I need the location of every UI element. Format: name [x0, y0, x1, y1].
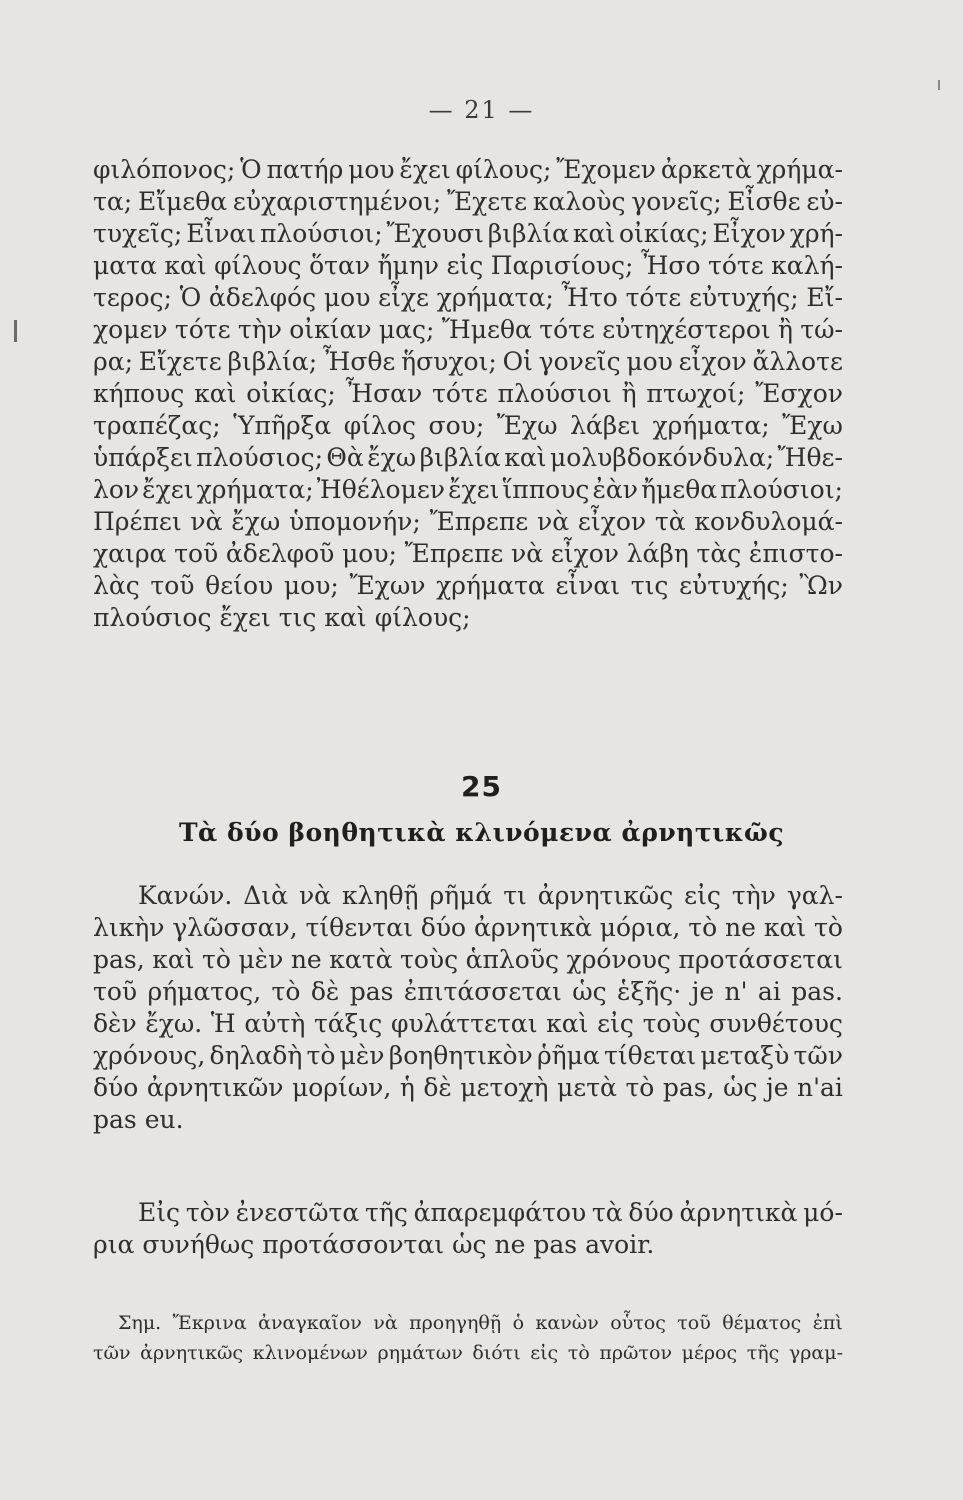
word: τῶν	[93, 1342, 131, 1364]
word: ἔχω.	[145, 1009, 203, 1038]
word: Ἔπρεπε	[404, 539, 504, 568]
word: εἰς	[597, 1009, 634, 1038]
word: Κανών.	[138, 881, 233, 910]
word: μολυβδοκόνδυλα;	[549, 443, 775, 472]
word: εἶχε	[378, 283, 429, 312]
word: τὸ	[625, 1073, 655, 1102]
exercise-paragraph	[93, 154, 843, 634]
word: τὰ	[654, 507, 686, 536]
word: τότε	[432, 379, 488, 408]
word: ῥῆμα	[536, 1041, 600, 1070]
word: ὑπάρξει	[93, 443, 193, 472]
word: οἰκίας;	[246, 379, 336, 408]
word: n'	[724, 977, 748, 1006]
word: pas.	[791, 977, 843, 1006]
word: ai	[757, 977, 781, 1006]
word: χρόνους,	[93, 1041, 206, 1070]
word: εὐτυχής;	[688, 283, 799, 312]
word: γαλ-	[786, 881, 843, 910]
word: μετοχὴ	[460, 1073, 549, 1102]
word: Εἰς	[138, 1198, 181, 1227]
word: τοὺς	[400, 945, 459, 974]
word: τότε	[174, 315, 231, 344]
text-line	[93, 1040, 843, 1072]
word: κονδυλομά-	[694, 507, 843, 536]
text-line	[93, 880, 843, 912]
word: μορίων,	[291, 1073, 392, 1102]
word: πτωχοί;	[646, 379, 746, 408]
word: ἀρνητικῶς	[140, 1342, 244, 1364]
word: ἔχει	[142, 475, 194, 504]
word: πλούσιος;	[196, 443, 324, 472]
word: συνθέτους	[709, 1009, 843, 1038]
word: ὡς	[723, 1073, 758, 1102]
word: τῆς	[365, 1198, 408, 1227]
word: τότε	[708, 251, 764, 280]
word: n'ai	[797, 1073, 843, 1102]
word: τὸ	[306, 1041, 336, 1070]
word: Ἔχετε	[446, 187, 528, 216]
word: φιλόπονος;	[93, 155, 236, 184]
word: βιβλία;	[227, 347, 318, 376]
word: τὸ	[688, 913, 718, 942]
word: τυχεῖς;	[93, 219, 183, 248]
word: ὡς	[452, 1230, 487, 1259]
word: βιβλία	[487, 219, 570, 248]
word: καὶ	[572, 219, 616, 248]
word: τὸν	[185, 1198, 230, 1227]
word: τὴν	[237, 315, 282, 344]
word: μόρια,	[599, 913, 681, 942]
word: τότε	[625, 283, 682, 312]
word: τοὺς	[642, 1009, 701, 1038]
word: τὴν	[731, 881, 776, 910]
text-line	[93, 912, 843, 944]
word: ἐὰν	[592, 475, 638, 504]
word: Διὰ	[243, 881, 288, 910]
rule-paragraph	[93, 880, 843, 1136]
word: χρήμα-	[756, 155, 843, 184]
word: ἔχω	[231, 507, 281, 536]
word: κατὰ	[329, 945, 393, 974]
word: ὡς	[572, 977, 607, 1006]
word: κήπους	[93, 379, 185, 408]
word: μεταξὺ	[700, 1041, 790, 1070]
word: Ἔχουσι	[386, 219, 484, 248]
word: οἰκίας;	[618, 219, 709, 248]
word: ἔχω	[367, 443, 417, 472]
text-line	[93, 442, 843, 474]
word: καὶ	[546, 1009, 589, 1038]
word: ἑξῆς·	[617, 977, 682, 1006]
word: νὰ	[511, 539, 544, 568]
word: ἤμην	[377, 251, 439, 280]
word: pas	[93, 1105, 137, 1134]
word: Ἔσχον	[755, 379, 843, 408]
word: τοῦ	[93, 977, 138, 1006]
word: καὶ	[152, 945, 195, 974]
word: τις	[630, 571, 669, 600]
word: Ἠθέλομεν	[316, 475, 445, 504]
footnote	[93, 1308, 843, 1368]
word: ἐνεστῶτα	[235, 1198, 360, 1227]
word: Ὢν	[799, 571, 843, 600]
word: πλούσιοι;	[259, 219, 383, 248]
word: Ἔκρινα	[172, 1312, 247, 1334]
word: μου	[348, 155, 395, 184]
word: ἀπαρεμφάτου	[413, 1198, 587, 1227]
word: ρῆμά	[429, 881, 493, 910]
word: τῆς	[746, 1342, 780, 1364]
word: φίλους	[214, 251, 302, 280]
word: Ἡ	[210, 1009, 236, 1038]
word: λάβη	[626, 539, 689, 568]
word: τίθενται	[305, 913, 413, 942]
word: τις	[278, 603, 317, 632]
word: je	[691, 977, 715, 1006]
margin-mark	[14, 320, 17, 342]
text-line	[93, 1197, 843, 1229]
word: Ὁ	[240, 155, 262, 184]
word: βοηθητικὸν	[388, 1041, 533, 1070]
word: Ἤθε-	[777, 443, 843, 472]
word: εὐτυχής;	[679, 571, 789, 600]
text-line	[93, 506, 843, 538]
text-line	[93, 186, 843, 218]
word: νὰ	[190, 507, 223, 536]
word: Ὁ	[179, 283, 202, 312]
word: καὶ	[164, 251, 207, 280]
word: εὐχαριστημένοι;	[232, 187, 442, 216]
word: πλούσιοι	[497, 379, 612, 408]
section-number: 25	[461, 770, 502, 803]
word: πρῶτον	[599, 1342, 673, 1364]
word: ρήματος,	[147, 977, 262, 1006]
word: ὑπομονήν;	[289, 507, 421, 536]
word: μό-	[803, 1198, 843, 1227]
text-line	[93, 1072, 843, 1104]
word: εἰς	[446, 251, 484, 280]
word: ὅταν	[309, 251, 371, 280]
word: Ἤμεθα	[441, 315, 532, 344]
text-line	[93, 976, 843, 1008]
word: σου;	[428, 411, 485, 440]
word: διότι	[472, 1342, 521, 1364]
word: ματα	[93, 251, 157, 280]
word: ne	[494, 1230, 526, 1259]
word: πατήρ	[266, 155, 344, 184]
word: ὁ	[512, 1312, 525, 1334]
word: θείου	[205, 571, 274, 600]
word: τὸ	[567, 1342, 590, 1364]
word: εἶχον	[678, 347, 747, 376]
word: νὰ	[298, 881, 332, 910]
word: τὰ	[591, 1198, 623, 1227]
word: ἔχει	[219, 603, 271, 632]
word: καὶ	[504, 443, 547, 472]
word: χομεν	[93, 315, 168, 344]
word: ἵππους	[502, 475, 590, 504]
word: τοῦ	[150, 571, 195, 600]
word: χρήματα;	[436, 283, 554, 312]
word: χρόνους	[566, 945, 671, 974]
word: μου;	[283, 571, 339, 600]
word: καὶ	[763, 913, 807, 942]
word: ἔχει	[399, 155, 451, 184]
text-line	[93, 538, 843, 570]
word: τὸ	[814, 913, 843, 942]
word: τοῦ	[174, 539, 219, 568]
word: Εἶναι	[186, 219, 257, 248]
word: τότε	[539, 315, 595, 344]
word: Ἦσαν	[345, 379, 423, 408]
word: ne	[290, 945, 322, 974]
word: χρήματα;	[196, 475, 314, 504]
word: γονεῖς	[538, 347, 621, 376]
word: μέρος	[681, 1342, 738, 1364]
word: ἡ	[399, 1073, 415, 1102]
word: τάξις	[313, 1009, 383, 1038]
text-line	[93, 282, 843, 314]
text-line	[93, 1229, 843, 1261]
word: τὸ	[202, 945, 231, 974]
word: φίλους;	[374, 603, 471, 632]
word: Ἔπρεπε	[429, 507, 529, 536]
word: οὗτος	[610, 1312, 666, 1334]
text-line	[93, 1104, 843, 1136]
word: ἀδελφός	[208, 283, 317, 312]
word: λικὴν	[93, 913, 165, 942]
word: προηγηθῇ	[409, 1312, 502, 1334]
word: οἰκίαν	[289, 315, 372, 344]
word: εἰς	[530, 1342, 559, 1364]
word: γονεῖς;	[631, 187, 722, 216]
word: φυλάττεται	[390, 1009, 538, 1038]
word: Ἦσθε	[322, 347, 396, 376]
word: τα;	[93, 187, 133, 216]
word: Πρέπει	[93, 507, 182, 536]
word: δὲ	[310, 977, 340, 1006]
text-line	[93, 378, 843, 410]
word: δύο	[420, 913, 467, 942]
word: pas,	[93, 945, 145, 974]
word: pas	[533, 1230, 578, 1259]
word: Θὰ	[326, 443, 364, 472]
word: τὸ	[271, 977, 301, 1006]
word: ἔχει	[448, 475, 500, 504]
word: Εἴχετε	[138, 347, 222, 376]
word: pas,	[662, 1073, 715, 1102]
word: χρήματα;	[652, 411, 770, 440]
word: Ἔχομεν	[556, 155, 657, 184]
word: νὰ	[537, 507, 570, 536]
word: avoir.	[585, 1230, 655, 1259]
text-line	[93, 944, 843, 976]
word: μου;	[342, 539, 397, 568]
word: τραπέζας;	[93, 411, 221, 440]
word: αὐτὴ	[244, 1009, 306, 1038]
word: ne	[725, 913, 756, 942]
word: κληθῇ	[342, 881, 419, 910]
word: ἥσυχοι;	[401, 347, 497, 376]
word: ἄλλοτε	[752, 347, 843, 376]
word: μὲν	[339, 1041, 385, 1070]
word: χρήματα	[436, 571, 545, 600]
word: εὐτηχέστεροι	[602, 315, 771, 344]
word: καλή-	[771, 251, 843, 280]
word: προτάσσονται	[262, 1230, 445, 1259]
word: Σημ.	[118, 1312, 162, 1334]
word: ἐπὶ	[812, 1312, 843, 1334]
word: μου	[626, 347, 673, 376]
word: μετὰ	[557, 1073, 617, 1102]
text-line	[93, 602, 843, 634]
text-line	[93, 250, 843, 282]
word: ρα;	[93, 347, 134, 376]
word: τι	[503, 881, 527, 910]
word: ἀρνητικῶς	[537, 881, 674, 910]
word: Εἶχον	[712, 219, 786, 248]
word: κανὼν	[535, 1312, 599, 1334]
footnote-line	[93, 1338, 843, 1368]
word: ἀναγκαῖον	[258, 1312, 362, 1334]
word: συνήθως	[142, 1230, 255, 1259]
section-title: Τὰ δύο βοηθητικὰ κλινόμενα ἀρνητικῶς	[178, 818, 785, 847]
word: Εἴ-	[806, 283, 843, 312]
word: καὶ	[324, 603, 367, 632]
word: εἶναι	[555, 571, 621, 600]
word: μὲν	[238, 945, 284, 974]
word: πλούσιος	[93, 603, 212, 632]
word: νὰ	[373, 1312, 398, 1334]
footnote-line	[118, 1308, 843, 1338]
text-line	[93, 314, 843, 346]
word: ρημάτων	[377, 1342, 463, 1364]
page-number: — 21 —	[428, 96, 535, 124]
word: ἤμεθα	[641, 475, 718, 504]
word: χρή-	[789, 219, 843, 248]
word: Ὑπῆρξα	[233, 411, 332, 440]
word: Παρισίους;	[490, 251, 634, 280]
word: τίθεται	[604, 1041, 697, 1070]
margin-mark	[938, 80, 940, 90]
word: Ἦσο	[640, 251, 701, 280]
word: ἐπιστο-	[748, 539, 843, 568]
word: Ἦτο	[561, 283, 618, 312]
word: ἢ	[778, 315, 793, 344]
text-line	[93, 474, 843, 506]
word: je	[765, 1073, 789, 1102]
word: ἀρκετὰ	[660, 155, 752, 184]
word: ἢ	[621, 379, 637, 408]
word: μας;	[378, 315, 435, 344]
word: ἀρνητικὰ	[473, 913, 592, 942]
word: γραμ-	[788, 1342, 843, 1364]
word: ἁπλοῦς	[465, 945, 560, 974]
word: βιβλία	[419, 443, 501, 472]
word: θέματος	[722, 1312, 802, 1334]
word: λὰς	[93, 571, 140, 600]
word: πλούσιοι;	[720, 475, 843, 504]
word: τώ-	[800, 315, 843, 344]
word: δὲ	[423, 1073, 452, 1102]
word: ἀδελφοῦ	[225, 539, 335, 568]
text-line	[93, 218, 843, 250]
word: ρια	[93, 1230, 135, 1259]
text-line	[93, 154, 843, 186]
text-line	[93, 410, 843, 442]
word: εἶχον	[550, 539, 619, 568]
word: τοῦ	[677, 1312, 711, 1334]
word: καλοὺς	[532, 187, 626, 216]
word: τῶν	[793, 1041, 843, 1070]
text-line	[93, 570, 843, 602]
word: τὰς	[696, 539, 742, 568]
infinitive-paragraph	[93, 1197, 843, 1261]
word: Οἱ	[502, 347, 533, 376]
word: λάβει	[570, 411, 640, 440]
word: ἀρνητικῶν	[146, 1073, 284, 1102]
word: δύο	[628, 1198, 674, 1227]
word: λον	[93, 475, 140, 504]
word: κλινομένων	[252, 1342, 368, 1364]
word: ἀρνητικὰ	[679, 1198, 798, 1227]
word: Εἶσθε	[727, 187, 801, 216]
word: προτάσσεται	[678, 945, 843, 974]
word: Εἴμεθα	[137, 187, 228, 216]
word: Ἔχω	[496, 411, 558, 440]
word: ἐπιτάσσεται	[403, 977, 562, 1006]
word: φίλος	[343, 411, 416, 440]
word: εὐ-	[806, 187, 843, 216]
word: γλῶσσαν,	[172, 913, 298, 942]
word: τερος;	[93, 283, 172, 312]
word: Ἔχων	[349, 571, 426, 600]
word: eu.	[144, 1105, 184, 1134]
word: δὲν	[93, 1009, 137, 1038]
word: καὶ	[194, 379, 237, 408]
word: εἰς	[684, 881, 721, 910]
word: χαιρα	[93, 539, 167, 568]
word: Ἔχω	[782, 411, 843, 440]
word: δύο	[93, 1073, 139, 1102]
word: pas	[349, 977, 394, 1006]
word: μου	[323, 283, 371, 312]
word: φίλους;	[455, 155, 552, 184]
text-line	[93, 1008, 843, 1040]
word: εἶχον	[577, 507, 647, 536]
word: δηλαδὴ	[209, 1041, 303, 1070]
text-line	[93, 346, 843, 378]
